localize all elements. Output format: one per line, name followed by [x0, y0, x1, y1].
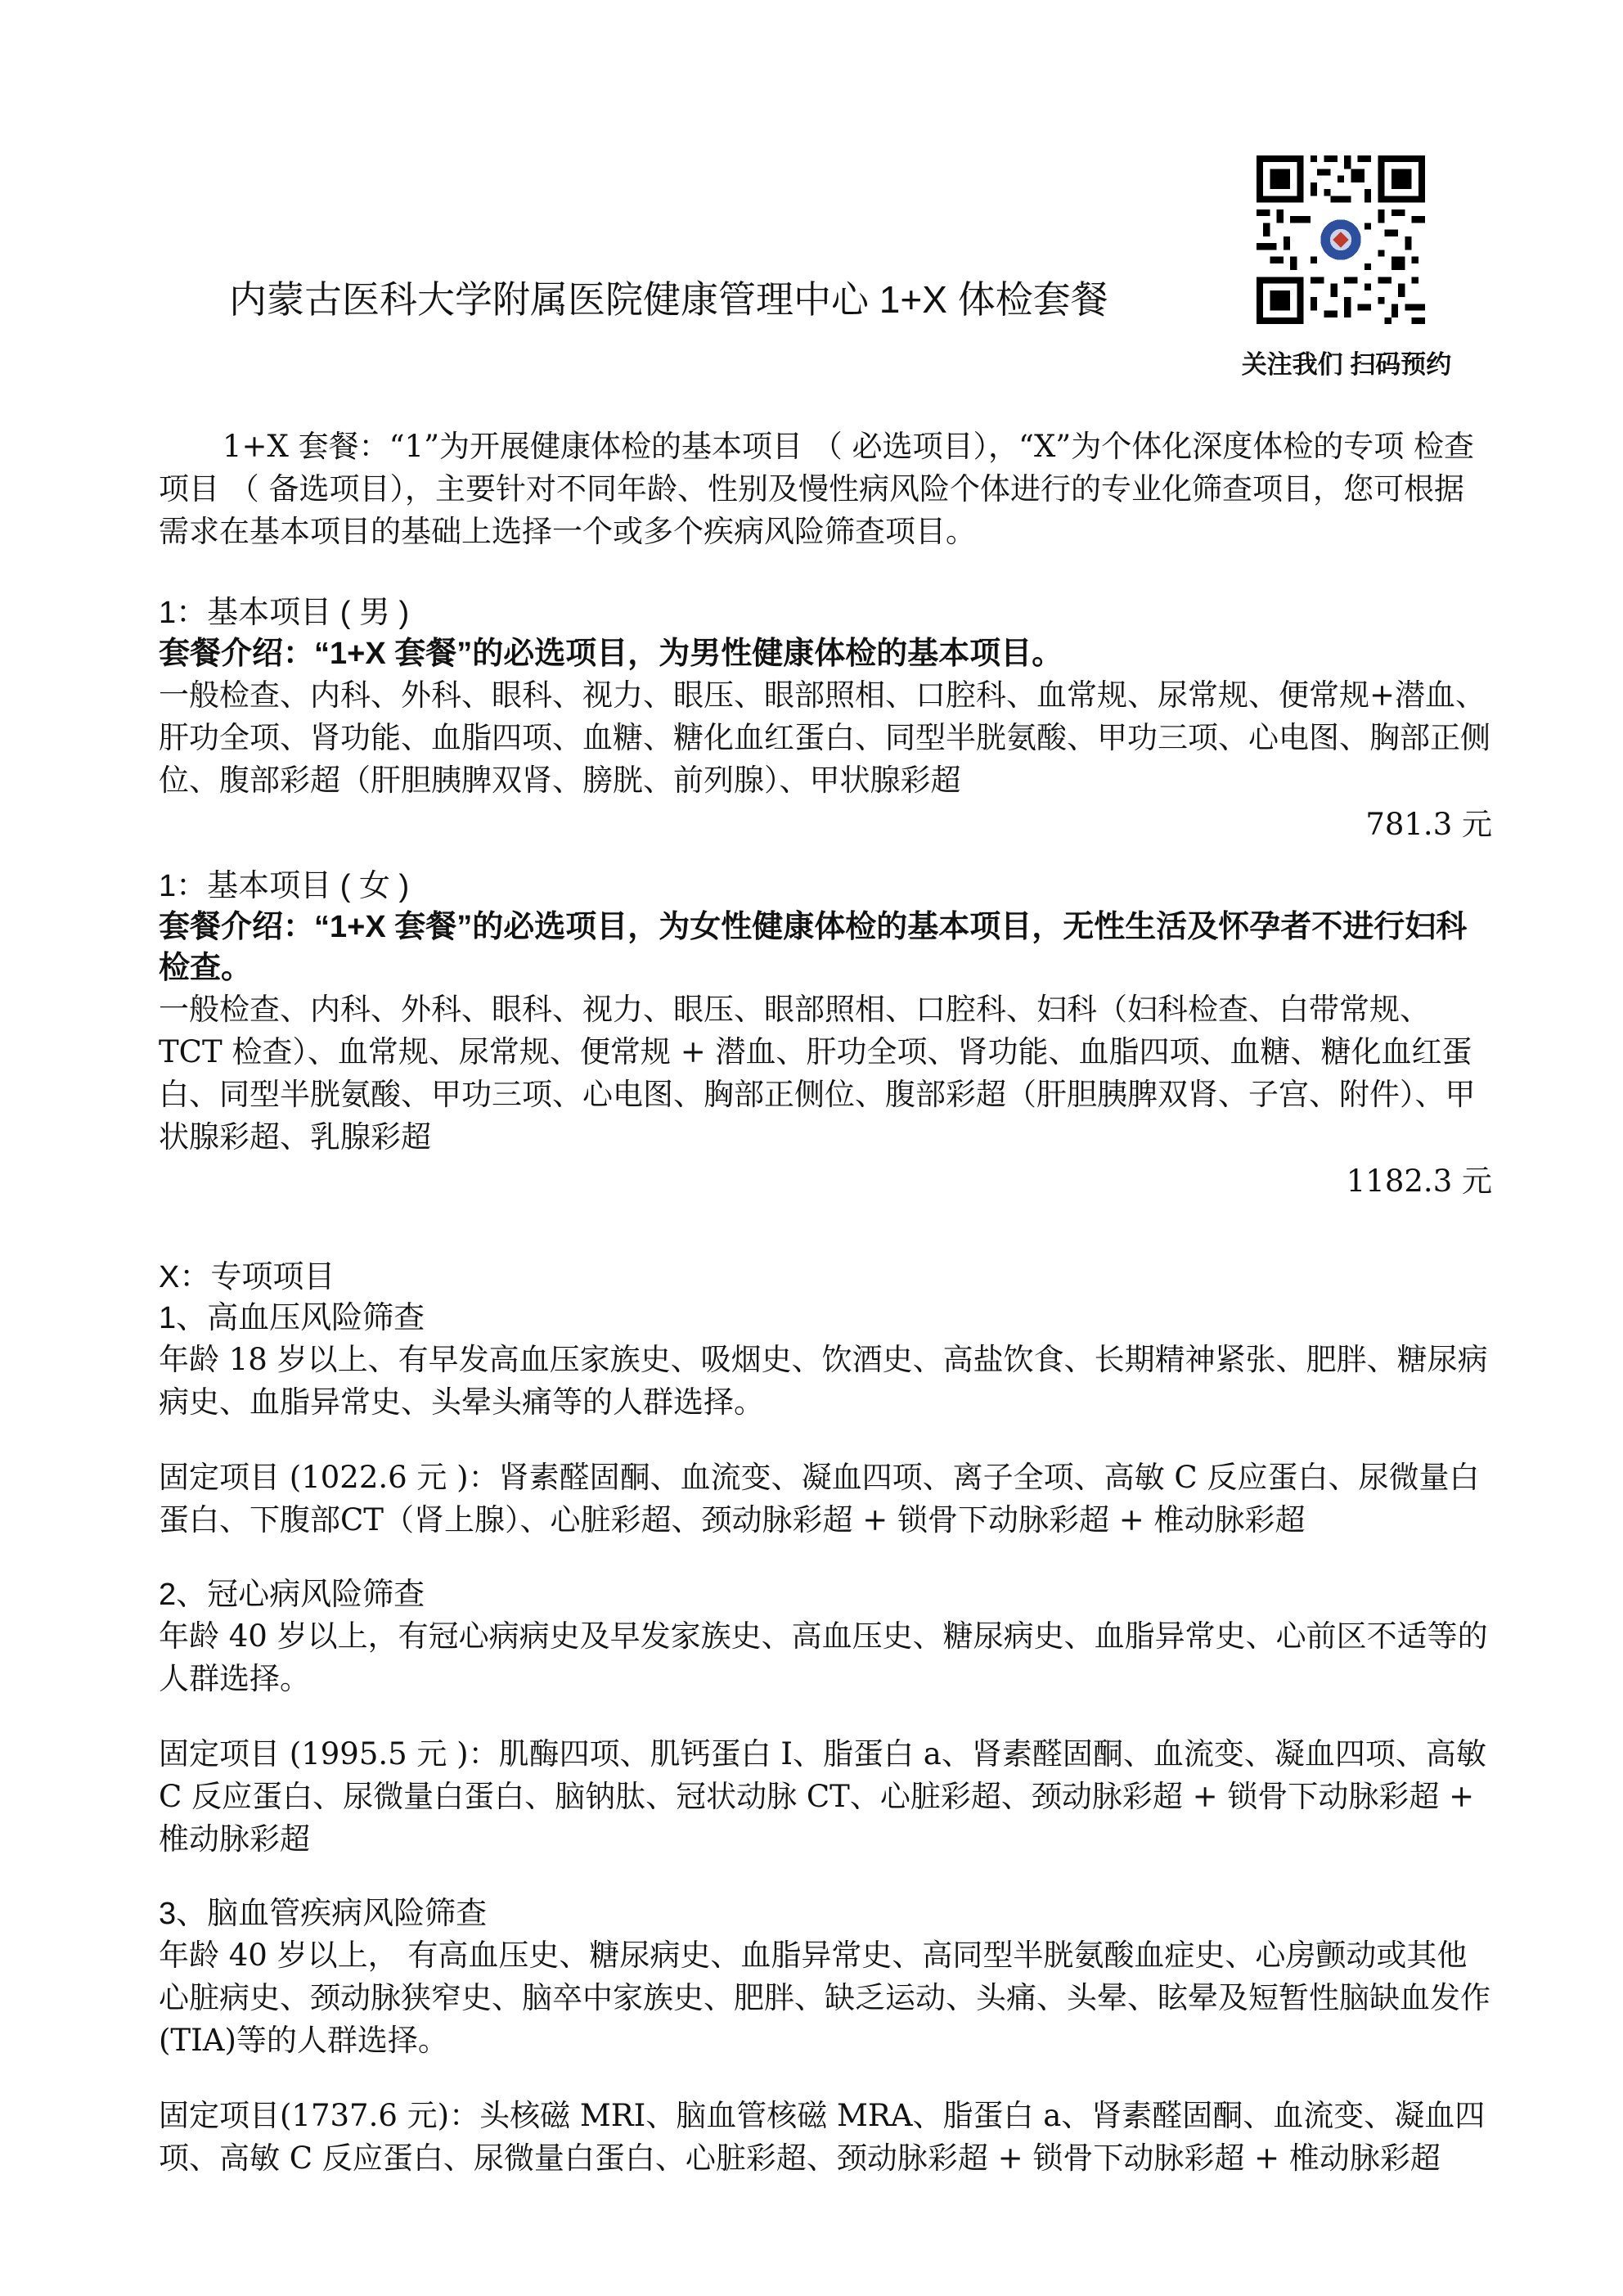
item-list: 一般检查、内科、外科、眼科、视力、眼压、眼部照相、口腔科、妇科（妇科检查、白带常规、TCT 检查）、血常规、尿常规、便常规 + 潜血、肝功全项、肾功能、血脂四项、血糖、糖化血红蛋白、同型半胱氨酸、甲功三项、心电图、胸部正侧位、腹部彩超（肝胆胰脾双肾、子宫、附件）、甲状腺彩超、乳腺彩超 [159, 992, 1476, 1155]
page-title: 内蒙古医科大学附属医院健康管理中心 1+X 体检套餐 [229, 278, 1108, 321]
section-heading: 1：基本项目 ( 女 ) [159, 869, 410, 903]
document-body [159, 425, 1492, 2180]
package-intro: 套餐介绍：“1+X 套餐”的必选项目，为女性健康体检的基本项目，无性生活及怀孕者不进行妇科检查。 [159, 910, 1468, 985]
section-heading: 1：基本项目 ( 男 ) [159, 596, 410, 630]
basic-male-section [159, 592, 1492, 846]
basic-female-section [159, 866, 1492, 1203]
screening-fixed-items: 固定项目(1737.6 元)：头核磁 MRI、脑血管核磁 MRA、脂蛋白 a、肾素醛固酮、血流变、凝血四项、高敏 C 反应蛋白、尿微量白蛋白、心脏彩超、颈动脉彩超 + 锁骨下动脉彩超 + 椎动脉彩超 [159, 2098, 1486, 2176]
intro-paragraph: 1+X 套餐：“1”为开展健康体检的基本项目 （ 必选项目），“X”为个体化深度体检的专项 检查项目 （ 备选项目），主要针对不同年龄、性别及慢性病风险个体进行的专业化筛查项目，您可根据需求在基本项目的基础上选择一个或多个疾病风险筛查项目。 [159, 429, 1474, 549]
price-label: 1182.3 元 [1346, 1164, 1492, 1199]
price-label: 781.3 元 [1365, 807, 1492, 842]
special-section [159, 1257, 1492, 2180]
screening-fixed-items: 固定项目 (1022.6 元 )：肾素醛固酮、血流变、凝血四项、离子全项、高敏 C 反应蛋白、尿微量白蛋白、下腹部CT（肾上腺）、心脏彩超、颈动脉彩超 + 锁骨下动脉彩超 + 椎动脉彩超 [159, 1460, 1480, 1537]
section-heading: X：专项项目 [159, 1260, 335, 1294]
screening-title: 2、冠心病风险筛查 [159, 1578, 425, 1612]
screening-title: 1、高血压风险筛查 [159, 1301, 425, 1335]
screening-title: 3、脑血管疾病风险筛查 [159, 1897, 488, 1931]
package-intro: 套餐介绍：“1+X 套餐”的必选项目，为男性健康体检的基本项目。 [159, 637, 1063, 671]
screening-population: 年龄 40 岁以上， 有高血压史、糖尿病史、血脂异常史、高同型半胱氨酸血症史、心房颤动或其他心脏病史、颈动脉狭窄史、脑卒中家族史、肥胖、缺乏运动、头痛、头晕、眩晕及短暂性脑缺血发作(TIA)等的人群选择。 [159, 1938, 1490, 2058]
item-list: 一般检查、内科、外科、眼科、视力、眼压、眼部照相、口腔科、血常规、尿常规、便常规+潜血、肝功全项、肾功能、血脂四项、血糖、糖化血红蛋白、同型半胱氨酸、甲功三项、心电图、胸部正侧位、腹部彩超（肝胆胰脾双肾、膀胱、前列腺）、甲状腺彩超 [159, 678, 1490, 798]
screening-fixed-items: 固定项目 (1995.5 元 )：肌酶四项、肌钙蛋白 I、脂蛋白 a、肾素醛固酮、血流变、凝血四项、高敏 C 反应蛋白、尿微量白蛋白、脑钠肽、冠状动脉 CT、心脏彩超、颈动脉彩超 + 锁骨下动脉彩超 + 椎动脉彩超 [159, 1736, 1486, 1857]
qr-caption: 关注我们 扫码预约 [1241, 350, 1452, 379]
screening-population: 年龄 40 岁以上，有冠心病病史及早发家族史、高血压史、糖尿病史、血脂异常史、心前区不适等的人群选择。 [159, 1618, 1488, 1696]
screening-population: 年龄 18 岁以上、有早发高血压家族史、吸烟史、饮酒史、高盐饮食、长期精神紧张、肥胖、糖尿病病史、血脂异常史、头晕头痛等的人群选择。 [159, 1342, 1488, 1420]
qr-code-icon[interactable] [1257, 155, 1425, 324]
